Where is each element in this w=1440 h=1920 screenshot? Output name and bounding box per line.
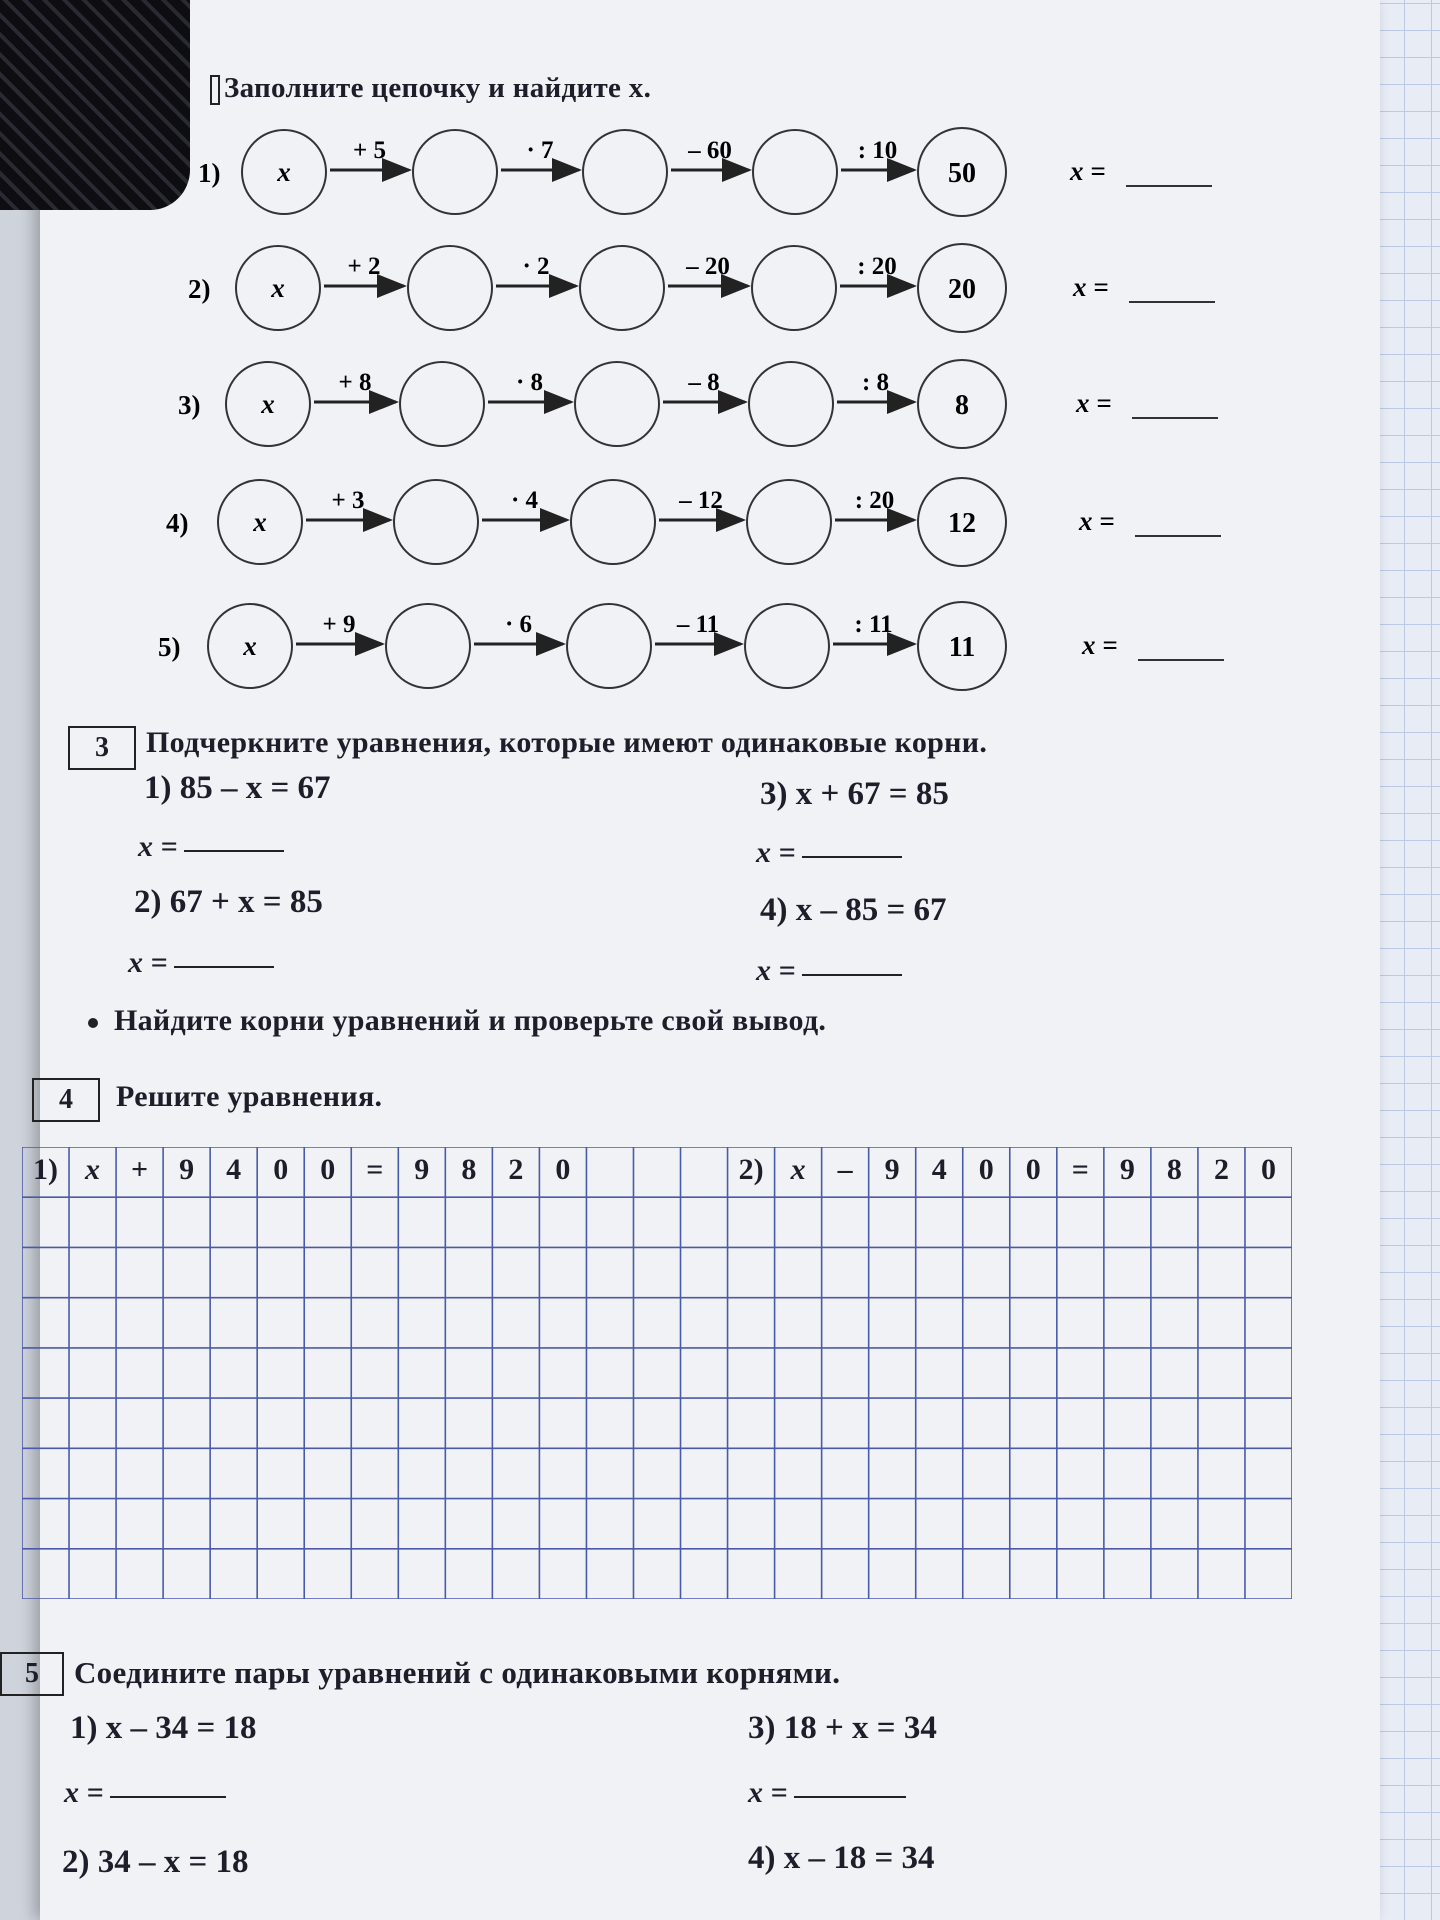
grid-cell-char: 9 — [1119, 1153, 1135, 1186]
task5-answer1[interactable] — [64, 1776, 226, 1810]
grid-cell-char: 4 — [931, 1153, 947, 1186]
chain-operation: · 4 — [510, 487, 539, 514]
chain-empty-circle[interactable] — [745, 604, 829, 688]
grid-cell-char: 9 — [414, 1153, 430, 1186]
grid-cell-char: 8 — [1166, 1153, 1182, 1186]
chain-operation: : 10 — [857, 137, 898, 164]
chain-row — [178, 360, 1218, 448]
answer-label: x = — [748, 1776, 788, 1809]
task5-title: Соедините пары уравнений с одинаковыми корнями. — [74, 1655, 841, 1690]
chain-operation: · 6 — [504, 611, 533, 638]
task3-number: 3 — [68, 726, 136, 770]
grid-cell-char: x — [790, 1153, 806, 1186]
chain-start-text: x — [277, 157, 291, 187]
grid-cell-char: 0 — [1025, 1153, 1041, 1186]
task3-note — [88, 1004, 826, 1038]
chain-empty-circle[interactable] — [580, 246, 664, 330]
chain-row — [188, 244, 1215, 332]
chain-empty-circle[interactable] — [400, 362, 484, 446]
chain-label: 1) — [198, 158, 221, 188]
chain-operation: · 8 — [515, 369, 544, 396]
grid-cell-char: + — [131, 1153, 149, 1186]
chain-operation: + 2 — [347, 253, 381, 280]
chains-figure — [0, 0, 1440, 700]
grid-cell-char: – — [837, 1153, 853, 1186]
chain-operation: + 8 — [338, 369, 372, 396]
chain-empty-circle[interactable] — [571, 480, 655, 564]
chain-start-text: x — [253, 507, 267, 537]
task5-eq3: 3) 18 + x = 34 — [748, 1710, 937, 1746]
grid-cell-char: 1) — [33, 1153, 59, 1186]
answer-label: x = — [138, 830, 178, 863]
task3-title: Подчеркните уравнения, которые имеют одинаковые корни. — [146, 726, 988, 759]
grid-cell-char: 9 — [884, 1153, 900, 1186]
chain-operation: : 8 — [861, 369, 890, 396]
chain-empty-circle[interactable] — [575, 362, 659, 446]
answer-label: x = — [756, 954, 796, 987]
chain-row — [158, 602, 1224, 690]
grid-cell-char: 2 — [1213, 1153, 1229, 1186]
chain-start-text: x — [261, 389, 275, 419]
chain-empty-circle[interactable] — [583, 130, 667, 214]
chain-empty-circle[interactable] — [749, 362, 833, 446]
task3-answer2[interactable] — [128, 946, 274, 980]
task3-eq4: 4) x – 85 = 67 — [760, 892, 947, 928]
grid-cell-char: 8 — [461, 1153, 477, 1186]
chain-result-value: 8 — [955, 390, 969, 421]
chain-empty-circle[interactable] — [753, 130, 837, 214]
grid-cell-char: 0 — [978, 1153, 994, 1186]
chain-result-value: 50 — [948, 158, 976, 189]
task5-answer3[interactable] — [748, 1776, 906, 1810]
grid-cell-char: 0 — [320, 1153, 336, 1186]
chain-label: 5) — [158, 632, 181, 662]
chain-empty-circle[interactable] — [413, 130, 497, 214]
grid-cell-char: 0 — [273, 1153, 289, 1186]
chain-answer-label: x = — [1073, 272, 1109, 302]
chain-operation: + 3 — [331, 487, 365, 514]
grid-lines — [22, 1147, 1292, 1599]
chain-empty-circle[interactable] — [747, 480, 831, 564]
chain-operation: : 20 — [854, 487, 895, 514]
chain-start-text: x — [243, 631, 257, 661]
grid-cell-char: 0 — [555, 1153, 571, 1186]
answer-label: x = — [756, 836, 796, 869]
chain-result-value: 12 — [948, 508, 976, 539]
chain-answer-label: x = — [1070, 156, 1106, 186]
chain-empty-circle[interactable] — [752, 246, 836, 330]
task3-eq2: 2) 67 + x = 85 — [134, 884, 323, 920]
chain-empty-circle[interactable] — [408, 246, 492, 330]
task3-answer3[interactable] — [756, 836, 902, 870]
task5-number: 5 — [0, 1652, 64, 1696]
chain-operation: – 11 — [676, 611, 720, 638]
chain-label: 4) — [166, 508, 189, 538]
chain-row — [198, 128, 1212, 216]
task3-eq3: 3) x + 67 = 85 — [760, 776, 949, 812]
chain-operation: + 9 — [322, 611, 356, 638]
task3-eq1: 1) 85 – x = 67 — [144, 770, 331, 806]
chain-label: 3) — [178, 390, 201, 420]
chain-operation: – 12 — [679, 487, 723, 514]
chain-start-text: x — [271, 273, 285, 303]
task3-answer1[interactable] — [138, 830, 284, 864]
chain-operation: – 60 — [688, 137, 732, 164]
answer-line[interactable] — [794, 1792, 906, 1798]
grid-cell-char: 9 — [179, 1153, 195, 1186]
grid-cell-char: 0 — [1260, 1153, 1276, 1186]
chain-row — [166, 478, 1221, 566]
grid-cell-char: 2 — [508, 1153, 524, 1186]
task4-number: 4 — [32, 1078, 100, 1122]
chain-operation: : 11 — [854, 611, 893, 638]
task3-answer4[interactable] — [756, 954, 902, 988]
task4-title: Решите уравнения. — [116, 1080, 383, 1113]
chain-empty-circle[interactable] — [386, 604, 470, 688]
answer-line[interactable] — [802, 852, 902, 858]
answer-line[interactable] — [802, 970, 902, 976]
chain-answer-label: x = — [1079, 506, 1115, 536]
grid-cell-char: 2) — [738, 1153, 764, 1186]
task3-note-text: Найдите корни уравнений и проверьте свой вывод. — [114, 1004, 827, 1037]
answer-grid[interactable] — [22, 1147, 1292, 1599]
chain-operation: – 8 — [688, 369, 720, 396]
chain-operation: · 7 — [526, 137, 554, 164]
chain-empty-circle[interactable] — [567, 604, 651, 688]
chain-empty-circle[interactable] — [394, 480, 478, 564]
chain-operation: : 20 — [857, 253, 897, 280]
answer-line[interactable] — [184, 846, 284, 852]
task5-eq1: 1) x – 34 = 18 — [70, 1710, 257, 1746]
grid-cell-char: = — [1071, 1153, 1089, 1186]
grid-cell-char: x — [85, 1153, 101, 1186]
chain-answer-label: x = — [1076, 388, 1112, 418]
chain-operation: + 5 — [353, 137, 386, 164]
chain-label: 2) — [188, 274, 211, 304]
grid-cell-char: 4 — [226, 1153, 242, 1186]
chain-operation: – 20 — [686, 253, 730, 280]
task5-eq2: 2) 34 – x = 18 — [62, 1844, 249, 1880]
grid-cell-char: = — [366, 1153, 384, 1186]
answer-line[interactable] — [110, 1792, 226, 1798]
answer-label: x = — [64, 1776, 104, 1809]
answer-label: x = — [128, 946, 168, 979]
bullet-icon — [88, 1018, 98, 1028]
task2-title-text: Заполните цепочку и найдите x. — [224, 72, 652, 104]
answer-line[interactable] — [174, 962, 274, 968]
chain-result-value: 11 — [948, 632, 976, 663]
chain-operation: · 2 — [522, 253, 550, 280]
chain-result-value: 20 — [948, 274, 976, 305]
chain-answer-label: x = — [1082, 630, 1118, 660]
task5-eq4: 4) x – 18 = 34 — [748, 1840, 935, 1876]
